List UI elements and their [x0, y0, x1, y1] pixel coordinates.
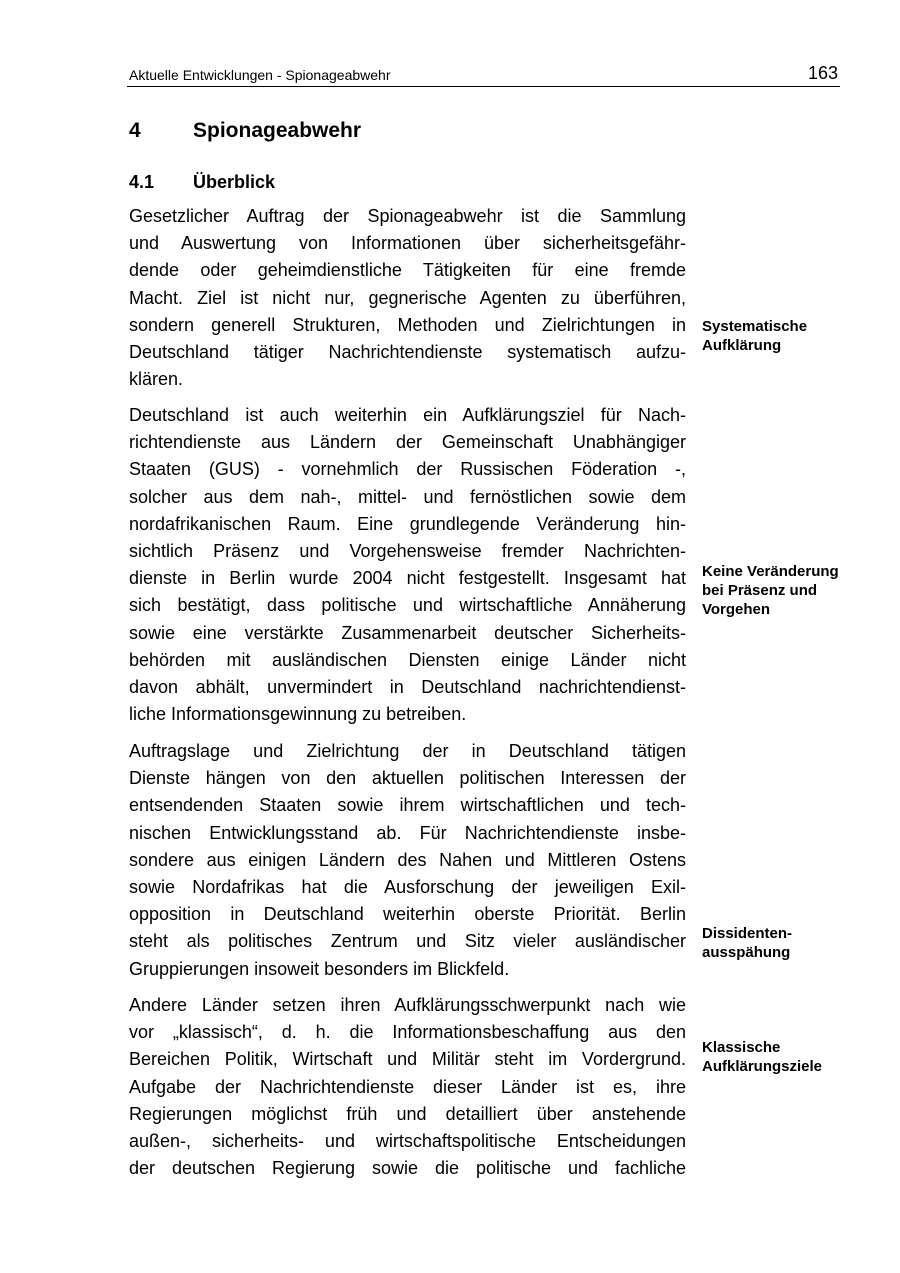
margin-note-line: Keine Veränderung	[702, 563, 839, 580]
page-number: 163	[807, 63, 838, 83]
section-heading	[129, 117, 361, 145]
paragraph-1	[129, 203, 686, 393]
text-line: der deutschen Regierung sowie die politische und fachliche	[129, 1158, 686, 1179]
text-line: Aufgabe der Nachrichtendienste dieser Länder ist es, ihre	[129, 1076, 686, 1097]
text-line: außen-, sicherheits- und wirtschaftspolitische Entscheidungen	[129, 1131, 686, 1152]
text-line: steht als politisches Zentrum und Sitz vieler ausländischer	[129, 931, 686, 952]
text-line: Gruppierungen insoweit besonders im Blickfeld.	[129, 958, 510, 979]
section-title: Spionageabwehr	[193, 119, 362, 142]
text-line: Dienste hängen von den aktuellen politischen Interessen der	[129, 768, 686, 789]
subsection-title: Überblick	[193, 172, 276, 192]
text-line: sichtlich Präsenz und Vorgehensweise fremder Nachrichten-	[129, 541, 686, 562]
text-line: solcher aus dem nah-, mittel- und fernöstlichen sowie dem	[129, 486, 686, 507]
margin-note-line: Dissidenten-	[702, 925, 793, 942]
text-line: behörden mit ausländischen Diensten einige Länder nicht	[129, 649, 686, 670]
text-line: Deutschland ist auch weiterhin ein Aufklärungsziel für Nach-	[129, 405, 686, 425]
margin-note-dissidentenausspaehung	[702, 924, 882, 962]
margin-note-line: bei Präsenz und	[702, 582, 818, 599]
margin-note-klassische-aufklaerungsziele	[702, 1038, 882, 1076]
paragraph-2	[129, 402, 686, 728]
header-rule	[127, 86, 840, 87]
text-line: davon abhält, unvermindert in Deutschland nachrichtendienst-	[129, 677, 686, 698]
paragraph-3	[129, 738, 686, 983]
subsection-heading	[129, 170, 275, 194]
text-line: Bereichen Politik, Wirtschaft und Militär steht im Vordergrund.	[129, 1049, 686, 1070]
margin-note-line: Systematische	[702, 318, 808, 335]
running-title: Aktuelle Entwicklungen - Spionageabwehr	[129, 67, 391, 83]
margin-note-keine-veraenderung	[702, 562, 882, 619]
text-line: klären.	[129, 369, 184, 390]
text-line: sowie Nordafrikas hat die Ausforschung der jeweiligen Exil-	[129, 877, 686, 898]
text-line: sondern generell Strukturen, Methoden und Zielrichtungen in	[129, 314, 686, 335]
text-line: sondere aus einigen Ländern des Nahen und Mittleren Ostens	[129, 849, 686, 870]
text-line: nordafrikanischen Raum. Eine grundlegende Veränderung hin-	[129, 513, 686, 534]
section-number: 4	[129, 119, 141, 142]
text-line: dende oder geheimdienstliche Tätigkeiten für eine fremde	[129, 260, 686, 281]
text-line: und Auswertung von Informationen über sicherheitsgefähr-	[129, 233, 686, 254]
text-line: Andere Länder setzen ihren Aufklärungsschwerpunkt nach wie	[129, 995, 686, 1015]
text-line: dienste in Berlin wurde 2004 nicht festgestellt. Insgesamt hat	[129, 568, 686, 589]
text-line: Macht. Ziel ist nicht nur, gegnerische Agenten zu überführen,	[129, 287, 686, 308]
text-line: sich bestätigt, dass politische und wirtschaftliche Annäherung	[129, 595, 686, 616]
margin-note-line: Aufklärung	[702, 337, 782, 354]
margin-note-line: Aufklärungsziele	[702, 1058, 823, 1075]
text-line: entsendenden Staaten sowie ihrem wirtschaftlichen und tech-	[129, 795, 686, 816]
text-line: Deutschland tätiger Nachrichtendienste systematisch aufzu-	[129, 342, 686, 363]
text-line: sowie eine verstärkte Zusammenarbeit deutscher Sicherheits-	[129, 622, 686, 643]
margin-note-line: Vorgehen	[702, 601, 771, 618]
text-line: opposition in Deutschland weiterhin oberste Priorität. Berlin	[129, 904, 686, 925]
text-line: Staaten (GUS) - vornehmlich der Russischen Föderation -,	[129, 459, 686, 480]
text-line: Auftragslage und Zielrichtung der in Deutschland tätigen	[129, 741, 686, 761]
text-line: richtendienste aus Ländern der Gemeinschaft Unabhängiger	[129, 432, 686, 453]
text-line: Gesetzlicher Auftrag der Spionageabwehr ist die Sammlung	[129, 206, 686, 226]
text-line: nischen Entwicklungsstand ab. Für Nachrichtendienste insbe-	[129, 822, 686, 843]
subsection-number: 4.1	[129, 172, 155, 192]
paragraph-4	[129, 992, 686, 1182]
margin-note-systematische-aufklaerung	[702, 317, 882, 355]
text-line: Regierungen möglichst früh und detailliert über anstehende	[129, 1103, 686, 1124]
margin-note-line: Klassische	[702, 1039, 781, 1056]
text-line: liche Informationsgewinnung zu betreiben.	[129, 704, 467, 725]
text-line: vor „klassisch“, d. h. die Informationsbeschaffung aus den	[129, 1022, 686, 1043]
margin-note-line: ausspähung	[702, 944, 791, 961]
